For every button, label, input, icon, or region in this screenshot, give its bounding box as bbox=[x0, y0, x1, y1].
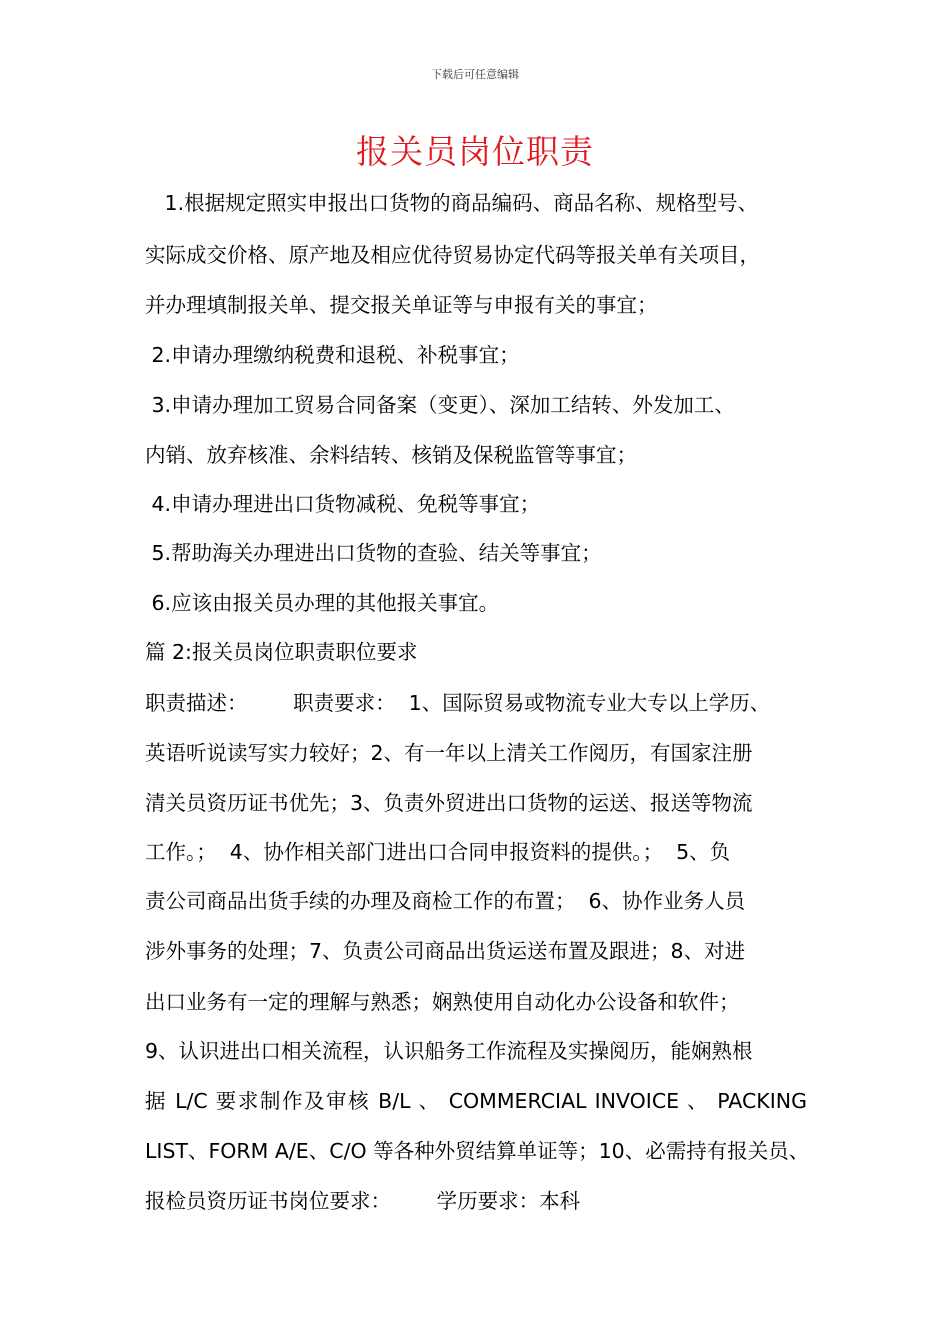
body-line: 2.申请办理缴纳税费和退税、补税事宜； bbox=[145, 343, 520, 367]
body-line: 出口业务有一定的理解与熟悉；娴熟使用自动化办公设备和软件； bbox=[145, 990, 740, 1014]
body-line: 清关员资历证书优先；3、负责外贸进出口货物的运送、报送等物流 bbox=[145, 791, 753, 815]
body-line: 5.帮助海关办理进出口货物的查验、结关等事宜； bbox=[145, 541, 602, 565]
body-line: 责公司商品出货手续的办理及商检工作的布置； 6、协作业务人员 bbox=[145, 889, 746, 913]
body-line: 英语听说读写实力较好；2、有一年以上清关工作阅历，有国家注册 bbox=[145, 741, 753, 765]
body-line: 6.应该由报关员办理的其他报关事宜。 bbox=[145, 591, 500, 615]
document-title: 报关员岗位职责 bbox=[356, 132, 594, 171]
body-line: 内销、放弃核准、余料结转、核销及保税监管等事宜； bbox=[145, 443, 637, 467]
body-line: 职责描述： 职责要求： 1、国际贸易或物流专业大专以上学历、 bbox=[145, 691, 771, 715]
body-line: 4.申请办理进出口货物减税、免税等事宜； bbox=[145, 492, 541, 516]
body-line: 9、认识进出口相关流程，认识船务工作流程及实操阅历，能娴熟根 bbox=[145, 1039, 753, 1063]
body-line: 3.申请办理加工贸易合同备案（变更）、深加工结转、外发加工、 bbox=[145, 393, 735, 417]
body-line: 实际成交价格、原产地及相应优待贸易协定代码等报关单有关项目， bbox=[145, 243, 760, 267]
header-note: 下载后可任意编辑 bbox=[431, 68, 519, 81]
body-line: 并办理填制报关单、提交报关单证等与申报有关的事宜； bbox=[145, 293, 658, 317]
body-line: 1.根据规定照实申报出口货物的商品编码、商品名称、规格型号、 bbox=[145, 191, 759, 215]
body-line: 据 L/C 要求制作及审核 B/L 、 COMMERCIAL INVOICE 、 PACKING bbox=[145, 1089, 807, 1113]
body-line: 涉外事务的处理；7、负责公司商品出货运送布置及跟进；8、对进 bbox=[145, 939, 746, 963]
section-heading: 篇 2:报关员岗位职责职位要求 bbox=[145, 640, 418, 664]
body-line: LIST、FORM A/E、C/O 等各种外贸结算单证等；10、必需持有报关员、 bbox=[145, 1139, 810, 1163]
body-line: 报检员资历证书岗位要求： 学历要求：本科 bbox=[145, 1189, 581, 1213]
body-line: 工作。； 4、协作相关部门进出口合同申报资料的提供。； 5、负 bbox=[145, 840, 731, 864]
